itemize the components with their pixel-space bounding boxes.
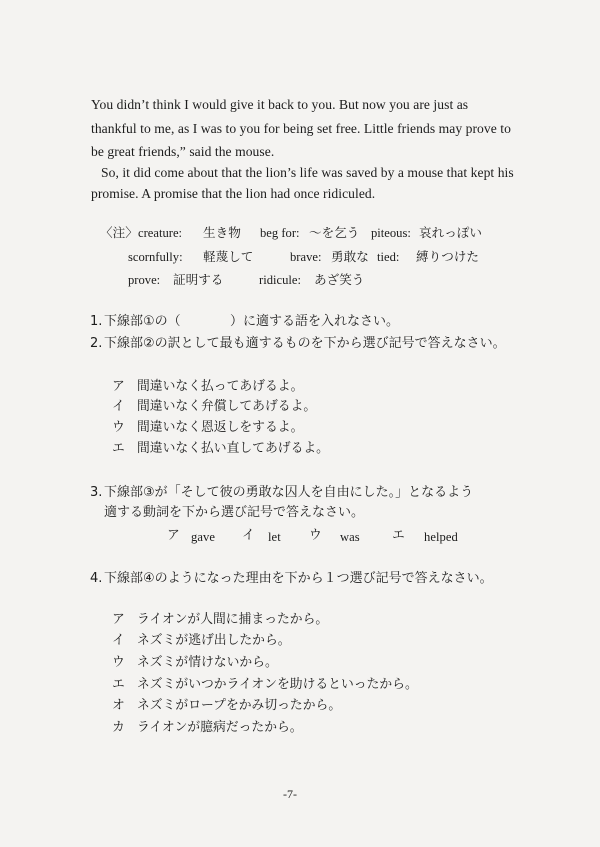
- note-meaning: 〜を乞う: [309, 225, 360, 240]
- note-word: tied:: [377, 250, 400, 264]
- option-text: 間違いなく弁償してあげるよ。: [137, 399, 317, 414]
- option-label: エ: [392, 528, 405, 543]
- note-meaning: あざ笑う: [314, 272, 365, 287]
- option-text: gave: [191, 530, 215, 544]
- note-word: prove:: [128, 273, 161, 287]
- option-text: 間違いなく払ってあげるよ。: [137, 379, 304, 394]
- option-label: オ: [112, 698, 125, 713]
- option-label: イ: [242, 528, 255, 543]
- option-label: エ: [112, 441, 125, 456]
- note-word: creature:: [138, 226, 183, 240]
- passage-line: be great friends,” said the mouse.: [91, 144, 275, 159]
- option-label: カ: [112, 720, 125, 735]
- option-label: ア: [167, 528, 180, 543]
- option-text: was: [340, 530, 360, 544]
- option-label: イ: [112, 633, 125, 648]
- note-meaning: 勇敢な: [331, 249, 369, 264]
- note-word: scornfully:: [128, 250, 183, 264]
- option-text: let: [268, 530, 281, 544]
- option-text: ネズミがロープをかみ切ったから。: [137, 698, 342, 713]
- option-label: ウ: [112, 420, 125, 435]
- option-text: ネズミが情けないから。: [137, 655, 278, 670]
- passage-line: So, it did come about that the lion’s life was saved by a mouse that kept his: [101, 165, 514, 180]
- option-label: イ: [112, 399, 125, 414]
- option-text: ネズミがいつかライオンを助けるといったから。: [137, 677, 418, 692]
- option-label: ウ: [112, 655, 125, 670]
- page-number: -7-: [283, 787, 297, 801]
- question-number: 4.: [90, 571, 103, 586]
- option-text: helped: [424, 530, 458, 544]
- note-meaning: 縛りつけた: [416, 249, 479, 264]
- option-text: 間違いなく払い直してあげるよ。: [137, 441, 329, 456]
- note-meaning: 生き物: [203, 225, 241, 240]
- option-text: 間違いなく恩返しをするよ。: [137, 420, 304, 435]
- note-word: brave:: [290, 250, 322, 264]
- question-text: 下線部①の（: [104, 314, 181, 329]
- question-text: ）に適する語を入れなさい。: [230, 314, 400, 329]
- notes-label: 〈注〉: [100, 225, 138, 240]
- note-word: piteous:: [371, 226, 411, 240]
- note-word: ridicule:: [259, 273, 301, 287]
- question-number: 1.: [90, 314, 103, 329]
- question-number: 2.: [90, 336, 103, 351]
- note-word: beg for:: [260, 226, 300, 240]
- question-text: 下線部④のようになった理由を下から１つ選び記号で答えなさい。: [104, 571, 493, 586]
- passage-line: You didn’t think I would give it back to you. But now you are just as: [91, 97, 469, 112]
- option-text: ネズミが逃げ出したから。: [137, 633, 291, 648]
- option-label: ウ: [309, 528, 322, 543]
- passage-line: promise. A promise that the lion had once ridiculed.: [91, 186, 376, 201]
- question-text: 下線部③が「そして彼の勇敢な囚人を自由にした。」となるよう: [104, 485, 474, 500]
- note-meaning: 哀れっぽい: [419, 225, 482, 240]
- option-label: ア: [112, 379, 125, 394]
- question-text: 下線部②の訳として最も適するものを下から選び記号で答えなさい。: [104, 336, 506, 351]
- option-label: エ: [112, 677, 125, 692]
- option-text: ライオンが人間に捕まったから。: [137, 612, 329, 627]
- question-text: 適する動詞を下から選び記号で答えなさい。: [104, 505, 365, 520]
- question-number: 3.: [90, 485, 103, 500]
- option-label: ア: [112, 612, 125, 627]
- note-meaning: 軽蔑して: [203, 249, 254, 264]
- option-text: ライオンが臆病だったから。: [137, 720, 303, 735]
- passage-line: thankful to me, as I was to you for being set free. Little friends may prove to: [91, 121, 511, 136]
- note-meaning: 証明する: [173, 272, 224, 287]
